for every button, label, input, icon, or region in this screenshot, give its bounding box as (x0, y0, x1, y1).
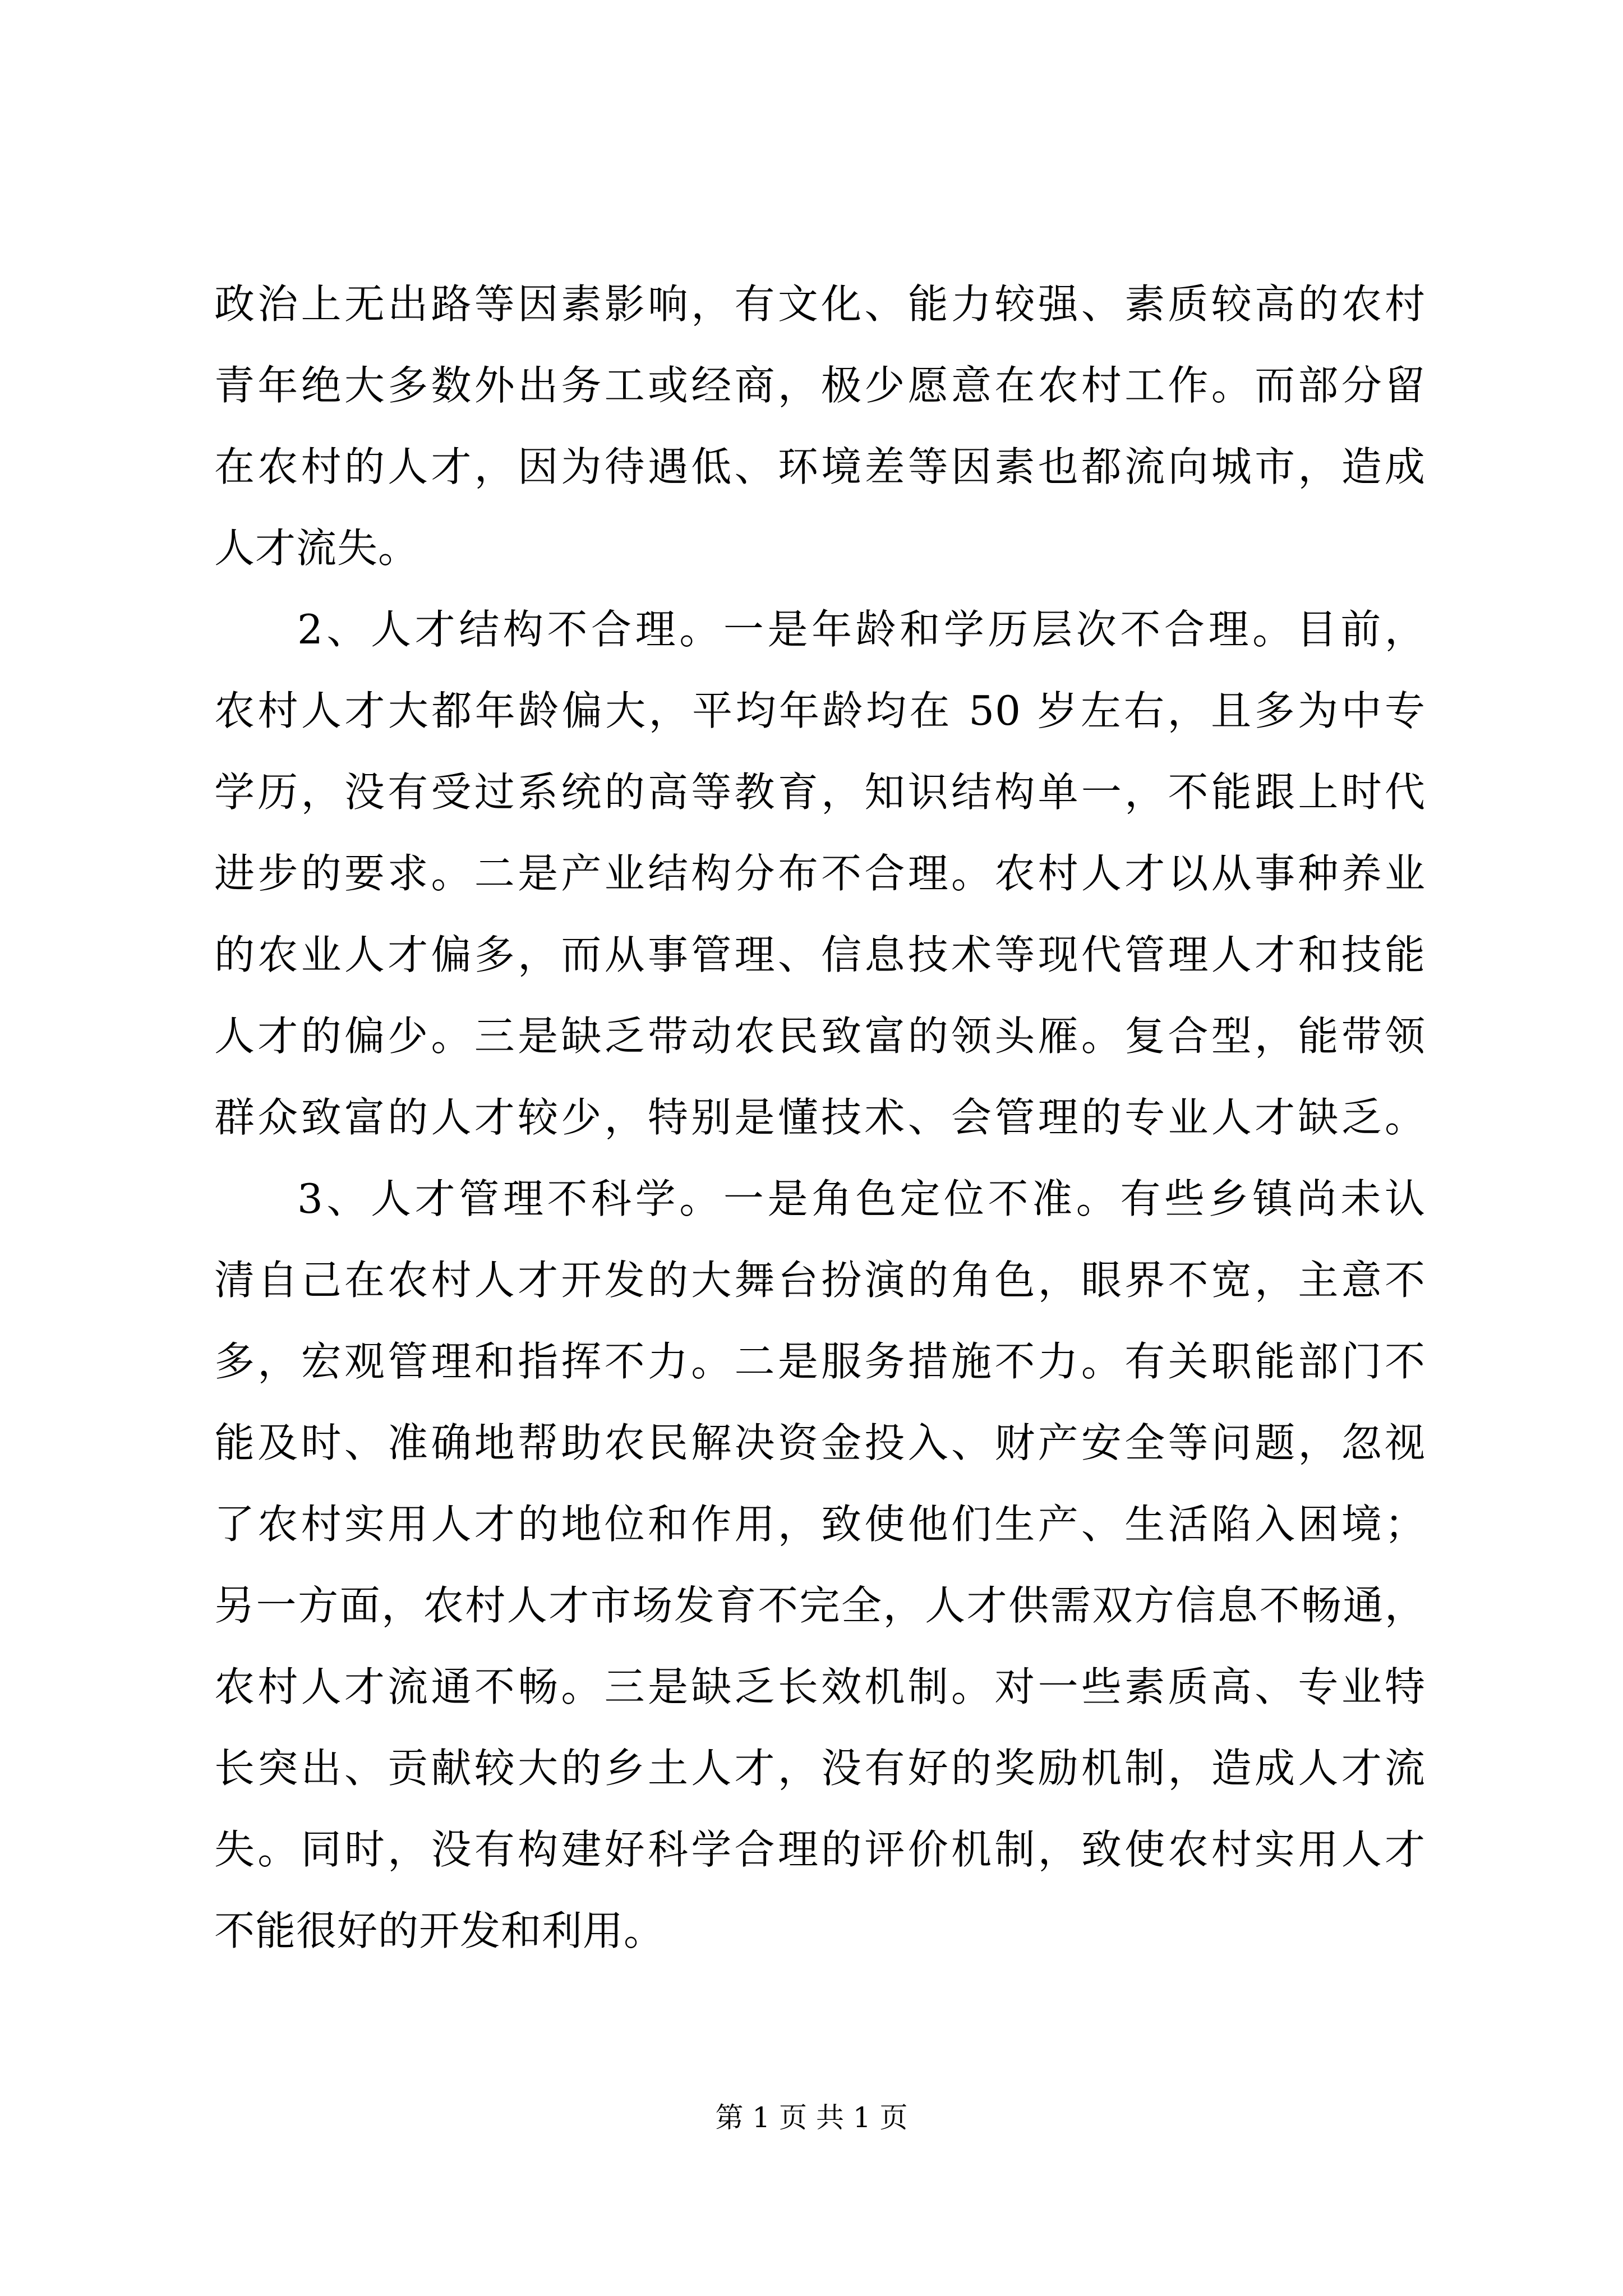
text-line: 人才流失。 (214, 524, 419, 572)
paragraph-3-first-line: 3、人才管理不科学。一是角色定位不准。有些乡镇尚未认 (297, 1175, 1426, 1222)
text-line: 的农业人才偏多，而从事管理、信息技术等现代管理人才和技能 (214, 931, 1426, 978)
body-text (214, 264, 1426, 1972)
text-line: 另一方面，农村人才市场发育不完全，人才供需双方信息不畅通， (214, 1582, 1426, 1629)
text-line: 农村人才流通不畅。三是缺乏长效机制。对一些素质高、专业特 (214, 1663, 1426, 1710)
page-footer: 第 1 页 共 1 页 (715, 2101, 908, 2134)
text-line: 青年绝大多数外出务工或经商，极少愿意在农村工作。而部分留 (214, 362, 1426, 409)
text-line: 了农村实用人才的地位和作用，致使他们生产、生活陷入困境； (214, 1501, 1426, 1548)
text-line: 长突出、贡献较大的乡土人才，没有好的奖励机制，造成人才流 (214, 1745, 1426, 1792)
text-line: 人才的偏少。三是缺乏带动农民致富的领头雁。复合型，能带领 (214, 1013, 1426, 1060)
text-line: 群众致富的人才较少，特别是懂技术、会管理的专业人才缺乏。 (214, 1094, 1426, 1141)
text-line: 政治上无出路等因素影响，有文化、能力较强、素质较高的农村 (214, 280, 1426, 328)
text-line: 在农村的人才，因为待遇低、环境差等因素也都流向城市，造成 (214, 443, 1426, 490)
text-line: 失。同时，没有构建好科学合理的评价机制，致使农村实用人才 (214, 1826, 1426, 1873)
text-line: 进步的要求。二是产业结构分布不合理。农村人才以从事种养业 (214, 850, 1426, 897)
text-line: 多，宏观管理和指挥不力。二是服务措施不力。有关职能部门不 (214, 1338, 1426, 1385)
text-line: 清自己在农村人才开发的大舞台扮演的角色，眼界不宽，主意不 (214, 1257, 1426, 1304)
text-line: 不能很好的开发和利用。 (214, 1907, 665, 1954)
text-line: 农村人才大都年龄偏大，平均年龄均在 50 岁左右，且多为中专 (214, 687, 1426, 734)
paragraph-2-first-line: 2、人才结构不合理。一是年龄和学历层次不合理。目前， (297, 606, 1426, 653)
text-line: 能及时、准确地帮助农民解决资金投入、财产安全等问题，忽视 (214, 1419, 1426, 1466)
text-line: 学历，没有受过系统的高等教育，知识结构单一，不能跟上时代 (214, 769, 1426, 816)
